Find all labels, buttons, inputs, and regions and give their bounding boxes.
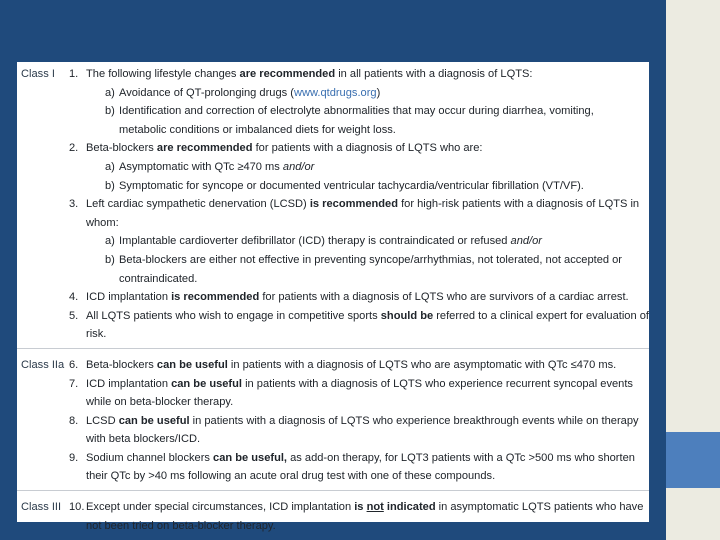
item-text: Beta-blockers (86, 358, 157, 371)
item-text: referred to a clinical expert for evaluation of risk. (86, 309, 649, 341)
item-text: in patients with a diagnosis of LQTS who experience breakthrough events while on therapy with beta blockers/ICD. (86, 414, 639, 446)
item-strength: indicated (383, 501, 436, 514)
item-text: The following lifestyle changes (86, 68, 240, 80)
sub-item-text: Beta-blockers are either not effective in preventing syncope/arrhythmias, not tolerated, not accepted or contraindicated. (119, 253, 622, 285)
recommendation-item (69, 307, 649, 344)
item-number: 5. (69, 309, 79, 322)
item-strength: can be useful, (213, 451, 288, 464)
sub-item-letter: a) (105, 160, 115, 173)
sub-item (105, 177, 649, 196)
class-label: Class IIa (21, 358, 65, 371)
item-text: All LQTS patients who wish to engage in competitive sports (86, 309, 381, 322)
item-strength: can be useful (118, 414, 190, 427)
class-3-block (17, 498, 649, 535)
item-text: in patients with a diagnosis of LQTS who experience recurrent syncopal events while on beta-blocker therapy. (86, 377, 633, 409)
item-number: 3. (69, 198, 79, 211)
sub-item-letter: b) (105, 179, 115, 192)
item-strength: is (354, 501, 367, 514)
recommendation-item (69, 139, 649, 158)
sub-item-text: Symptomatic for syncope or documented ventricular tachycardia/ventricular fibrillation (VT/VF). (119, 179, 584, 192)
item-strength: is recommended (309, 198, 398, 211)
recommendation-item (69, 449, 649, 486)
class-label: Class I (21, 68, 55, 80)
item-strength: can be useful (156, 358, 228, 371)
sub-item-letter: a) (105, 86, 115, 99)
item-text: in asymptomatic LQTS patients who have not been tried on beta-blocker therapy. (86, 501, 644, 532)
item-text: ICD implantation (86, 291, 172, 304)
class-divider (17, 348, 649, 349)
sub-item (105, 102, 649, 139)
item-text: for high-risk patients with a diagnosis of LQTS in whom: (86, 198, 640, 229)
item-strength: can be useful (171, 377, 242, 390)
item-number: 4. (69, 291, 79, 304)
item-text: Except under special circumstances, ICD implantation (86, 501, 355, 514)
recommendation-item (69, 375, 649, 412)
sub-item-text: ) (376, 86, 381, 99)
item-text: ICD implantation (86, 377, 172, 390)
item-number: 6. (69, 358, 79, 371)
slide-accent-block (666, 432, 720, 488)
item-strength: is recommended (171, 291, 260, 304)
sub-item (105, 158, 649, 177)
recommendation-item (69, 412, 649, 449)
recommendation-item (69, 356, 649, 375)
item-strength: are recommended (239, 68, 336, 80)
qtdrugs-link[interactable]: www.qtdrugs.org (293, 86, 377, 99)
class-2a-block (17, 356, 649, 486)
item-strength-not: not (366, 501, 384, 514)
item-text: in all patients with a diagnosis of LQTS: (335, 68, 533, 80)
item-number: 9. (69, 451, 79, 464)
item-number: 10. (69, 501, 85, 514)
recommendation-item (69, 498, 649, 535)
sub-item-conjunction: and/or (510, 235, 543, 248)
item-strength: should be (380, 309, 434, 322)
class-1-block (17, 65, 649, 344)
sub-item-text: Implantable cardioverter defibrillator (ICD) therapy is contraindicated or refused (119, 235, 511, 248)
item-text: Beta-blockers (86, 142, 157, 155)
class-divider (17, 490, 649, 491)
item-text: as add-on therapy, for LQT3 patients with a QTc >500 ms who shorten their QTc by >40 ms following an acute oral drug test with one of these compounds. (86, 451, 635, 483)
recommendation-item (69, 195, 649, 232)
recommendation-item (69, 65, 649, 84)
item-number: 7. (69, 377, 79, 390)
item-text: Left cardiac sympathetic denervation (LCSD) (86, 198, 310, 211)
item-text: in patients with a diagnosis of LQTS who are asymptomatic with QTc ≤470 ms. (227, 358, 617, 371)
recommendation-item (69, 288, 649, 307)
sub-item-conjunction: and/or (282, 160, 315, 173)
sub-item-text: Avoidance of QT-prolonging drugs ( (119, 86, 294, 99)
item-number: 1. (69, 68, 79, 80)
sub-item-text: Asymptomatic with QTc ≥470 ms (119, 160, 283, 173)
item-text: LCSD (86, 414, 119, 427)
class-label: Class III (21, 501, 62, 514)
sub-item-text: Identification and correction of electrolyte abnormalities that may occur during diarrhea, vomiting, metabolic conditions or imbalanced diets for weight loss. (119, 105, 594, 136)
sub-item (105, 232, 649, 251)
item-number: 8. (69, 414, 79, 427)
sub-item-letter: b) (105, 253, 115, 266)
item-number: 2. (69, 142, 79, 155)
sub-item (105, 251, 649, 288)
sub-item (105, 84, 649, 103)
recommendations-table (17, 62, 649, 532)
sub-item-letter: a) (105, 235, 115, 248)
sub-item-letter: b) (105, 105, 115, 118)
item-strength: are recommended (156, 142, 253, 155)
item-text: for patients with a diagnosis of LQTS who are: (252, 142, 483, 155)
item-text: for patients with a diagnosis of LQTS who are survivors of a cardiac arrest. (259, 291, 629, 304)
item-text: Sodium channel blockers (86, 451, 214, 464)
